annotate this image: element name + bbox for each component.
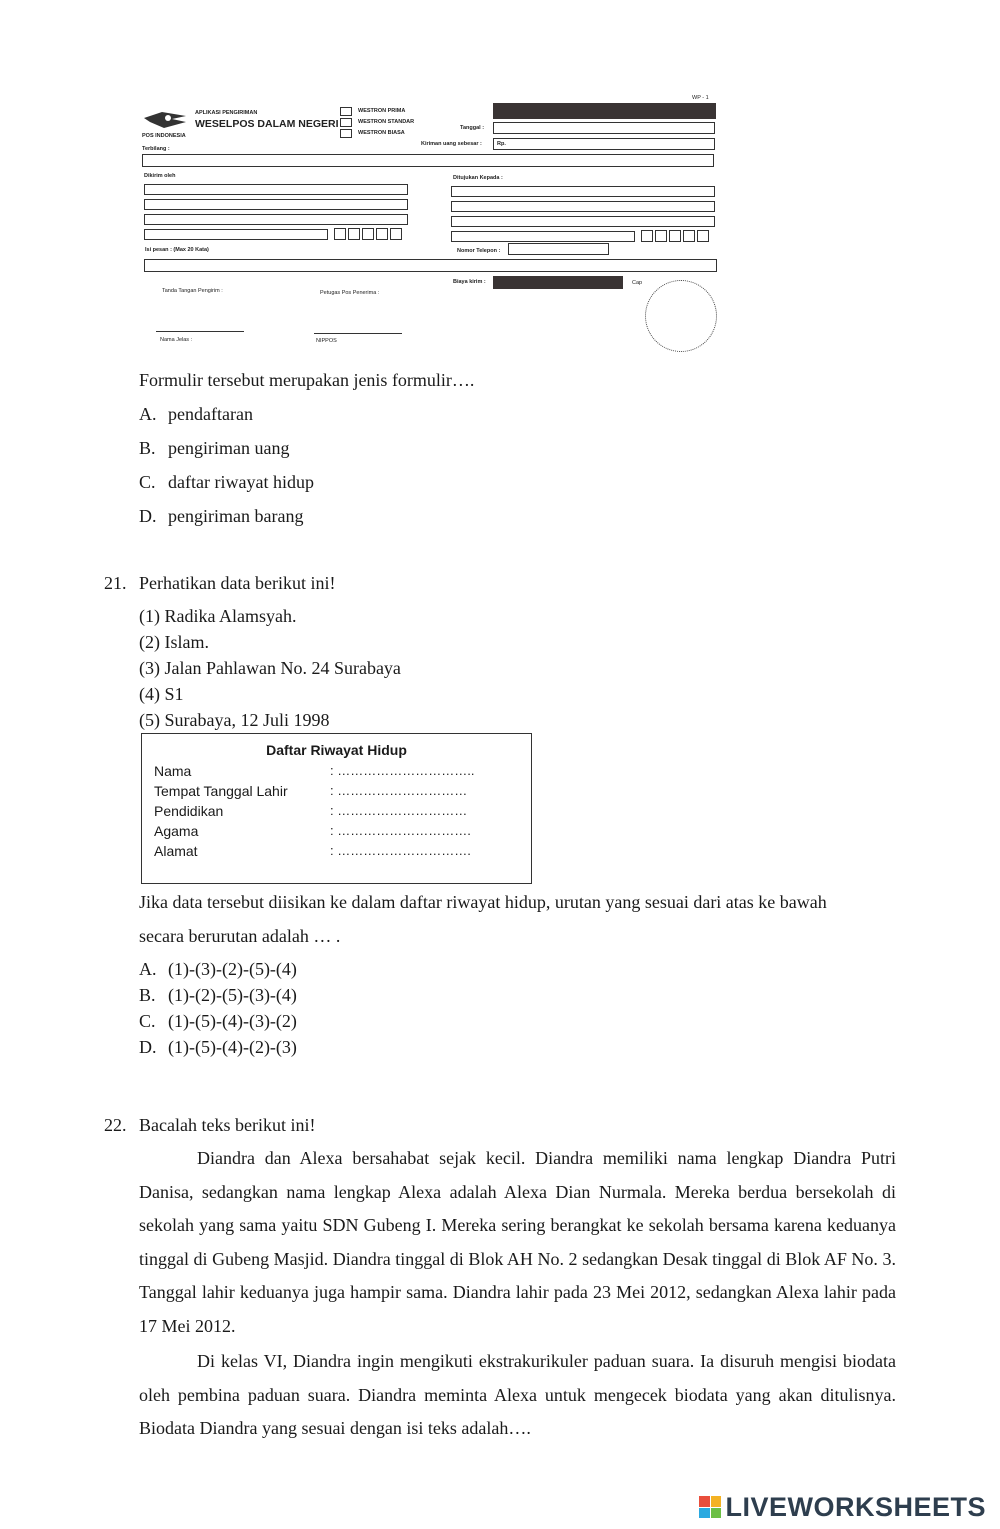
- q22-question: Bacalah teks berikut ini!: [139, 1115, 316, 1135]
- q21-item-2: (2) Islam.: [139, 632, 209, 652]
- biaya-kirim-label: Biaya kirim :: [453, 279, 486, 285]
- cv-label-ttl: Tempat Tanggal Lahir: [154, 783, 288, 799]
- postcode-box: [697, 230, 709, 242]
- nomor-telepon-label: Nomor Telepon :: [457, 248, 501, 254]
- form-title-line1: APLIKASI PENGIRIMAN: [195, 110, 258, 116]
- weselpos-form-image: [140, 92, 720, 354]
- biaya-dark-bar: [493, 276, 623, 289]
- sender-field: [144, 184, 408, 195]
- form-code: WP - 1: [692, 95, 709, 101]
- watermark-text: LIVEWORKSHEETS: [725, 1491, 986, 1522]
- option-checkbox: [340, 118, 352, 127]
- q21-prompt-line2: secara berurutan adalah … .: [139, 926, 341, 946]
- q21-option-b-letter: B.: [139, 985, 156, 1005]
- cv-template-box: [141, 733, 532, 884]
- liveworksheets-watermark: [699, 1493, 986, 1521]
- postcode-box: [334, 228, 346, 240]
- q22-paragraph-2: [139, 1345, 896, 1446]
- cv-label-alamat: Alamat: [154, 843, 198, 859]
- postcode-box: [362, 228, 374, 240]
- option-westron-biasa: WESTRON BIASA: [358, 130, 405, 136]
- cv-label-nama: Nama: [154, 763, 192, 779]
- cv-label-agama: Agama: [154, 823, 199, 839]
- cv-title: Daftar Riwayat Hidup: [266, 742, 407, 758]
- q21-question: Perhatikan data berikut ini!: [139, 573, 336, 593]
- logo-square: [711, 1496, 722, 1507]
- option-checkbox: [340, 129, 352, 138]
- tanda-tangan-label: Tanda Tangan Pengirim :: [162, 288, 223, 294]
- q21-item-4: (4) S1: [139, 684, 184, 704]
- cv-value-alamat: : ………………………….: [330, 843, 471, 858]
- q21-option-d-letter: D.: [139, 1037, 157, 1057]
- q21-option-a[interactable]: (1)-(3)-(2)-(5)-(4): [168, 959, 297, 979]
- form-title-line2: WESELPOS DALAM NEGERI: [195, 118, 339, 130]
- q21-option-c-letter: C.: [139, 1011, 156, 1031]
- q20-option-b[interactable]: pengiriman uang: [168, 438, 290, 458]
- stamp-circle: [645, 280, 717, 352]
- telepon-field: [508, 243, 609, 255]
- cv-value-nama: : …………………………..: [330, 763, 475, 778]
- isi-pesan-label: Isi pesan : (Max 20 Kata): [145, 247, 209, 253]
- sender-field: [144, 199, 408, 210]
- postcode-box: [390, 228, 402, 240]
- cv-value-ttl: : …………………………: [330, 783, 468, 798]
- logo-square: [699, 1496, 710, 1507]
- q21-number: 21.: [104, 573, 127, 593]
- petugas-label: Petugas Pos Penerima :: [320, 290, 380, 296]
- q21-item-1: (1) Radika Alamsyah.: [139, 606, 297, 626]
- kiriman-label: Kiriman uang sebesar :: [421, 141, 482, 147]
- postcode-box: [641, 230, 653, 242]
- q21-item-3: (3) Jalan Pahlawan No. 24 Surabaya: [139, 658, 401, 678]
- option-westron-prima: WESTRON PRIMA: [358, 108, 406, 114]
- signature-line: [156, 331, 244, 332]
- dikirim-label: Dikirim oleh: [144, 173, 176, 179]
- q21-item-5: (5) Surabaya, 12 Juli 1998: [139, 710, 330, 730]
- q22-number: 22.: [104, 1115, 127, 1135]
- q20-option-c-letter: C.: [139, 472, 156, 492]
- logo-square: [711, 1508, 722, 1519]
- q20-option-d-letter: D.: [139, 506, 157, 526]
- q20-option-c[interactable]: daftar riwayat hidup: [168, 472, 314, 492]
- cv-label-pendidikan: Pendidikan: [154, 803, 224, 819]
- q21-option-a-letter: A.: [139, 959, 157, 979]
- cv-value-pendidikan: : …………………………: [330, 803, 468, 818]
- kiriman-field: [493, 138, 715, 150]
- pos-indonesia-logo-icon: [142, 108, 188, 130]
- postcode-box: [655, 230, 667, 242]
- terbilang-field: [142, 154, 714, 167]
- form-brand: POS INDONESIA: [142, 133, 186, 139]
- q20-option-a[interactable]: pendaftaran: [168, 404, 253, 424]
- q22-paragraph-1-text: Diandra dan Alexa bersahabat sejak kecil. Diandra memiliki nama lengkap Diandra Putri Danisa, sedangkan nama lengkap Alexa adalah Alexa Dian Nurmala. Mereka berdua bersekolah di sekolah yang sama yaitu SDN Gubeng I. Mereka sering berangkat ke sekolah bersama karena keduanya tinggal di Gubeng Masjid. Diandra tinggal di Blok AH No. 2 sedangkan Desak tinggal di Blok AF No. 3. Tanggal lahir keduanya juga hampir sama. Diandra lahir pada 23 Mei 2012, sedangkan Alexa lahir pada 17 Mei 2012.: [139, 1148, 896, 1336]
- cap-label: Cap: [632, 280, 643, 286]
- q22-paragraph-2-text: Di kelas VI, Diandra ingin mengikuti ekstrakurikuler paduan suara. Ia disuruh mengisi biodata oleh pembina paduan suara. Diandra meminta Alexa untuk mengecek biodata yang akan ditulisnya. Biodata Diandra yang sesuai dengan isi teks adalah….: [139, 1351, 896, 1439]
- q21-prompt-line1: Jika data tersebut diisikan ke dalam daftar riwayat hidup, urutan yang sesuai dari atas ke bawah: [139, 892, 827, 912]
- option-westron-standar: WESTRON STANDAR: [358, 119, 415, 125]
- q20-question: Formulir tersebut merupakan jenis formulir….: [139, 370, 475, 390]
- nippos-label: NIPPOS: [316, 338, 337, 344]
- q21-option-d[interactable]: (1)-(5)-(4)-(2)-(3): [168, 1037, 297, 1057]
- sender-field: [144, 214, 408, 225]
- rp-label: Rp.: [497, 141, 506, 147]
- tanggal-field: [493, 122, 715, 134]
- recipient-field: [451, 216, 715, 227]
- recipient-field: [451, 231, 635, 242]
- recipient-field: [451, 201, 715, 212]
- logo-square: [699, 1508, 710, 1519]
- ditujukan-label: Ditujukan Kepada :: [453, 175, 503, 181]
- tanggal-label: Tanggal :: [460, 125, 485, 131]
- recipient-field: [451, 186, 715, 197]
- sender-field: [144, 229, 328, 240]
- nama-jelas-label: Nama Jelas :: [160, 337, 193, 343]
- postcode-box: [669, 230, 681, 242]
- q22-paragraph-1: [139, 1142, 896, 1344]
- q21-option-c[interactable]: (1)-(5)-(4)-(3)-(2): [168, 1011, 297, 1031]
- postcode-box: [376, 228, 388, 240]
- q20-option-b-letter: B.: [139, 438, 156, 458]
- q20-option-d[interactable]: pengiriman barang: [168, 506, 304, 526]
- signature-line: [314, 333, 402, 334]
- option-checkbox: [340, 107, 352, 116]
- liveworksheets-logo-icon: [699, 1496, 721, 1518]
- postcode-box: [348, 228, 360, 240]
- header-dark-bar: [493, 103, 716, 119]
- q21-option-b[interactable]: (1)-(2)-(5)-(3)-(4): [168, 985, 297, 1005]
- message-field: [144, 259, 717, 272]
- q20-option-a-letter: A.: [139, 404, 157, 424]
- cv-value-agama: : ………………………….: [330, 823, 471, 838]
- postcode-box: [683, 230, 695, 242]
- terbilang-label: Terbilang :: [142, 146, 170, 152]
